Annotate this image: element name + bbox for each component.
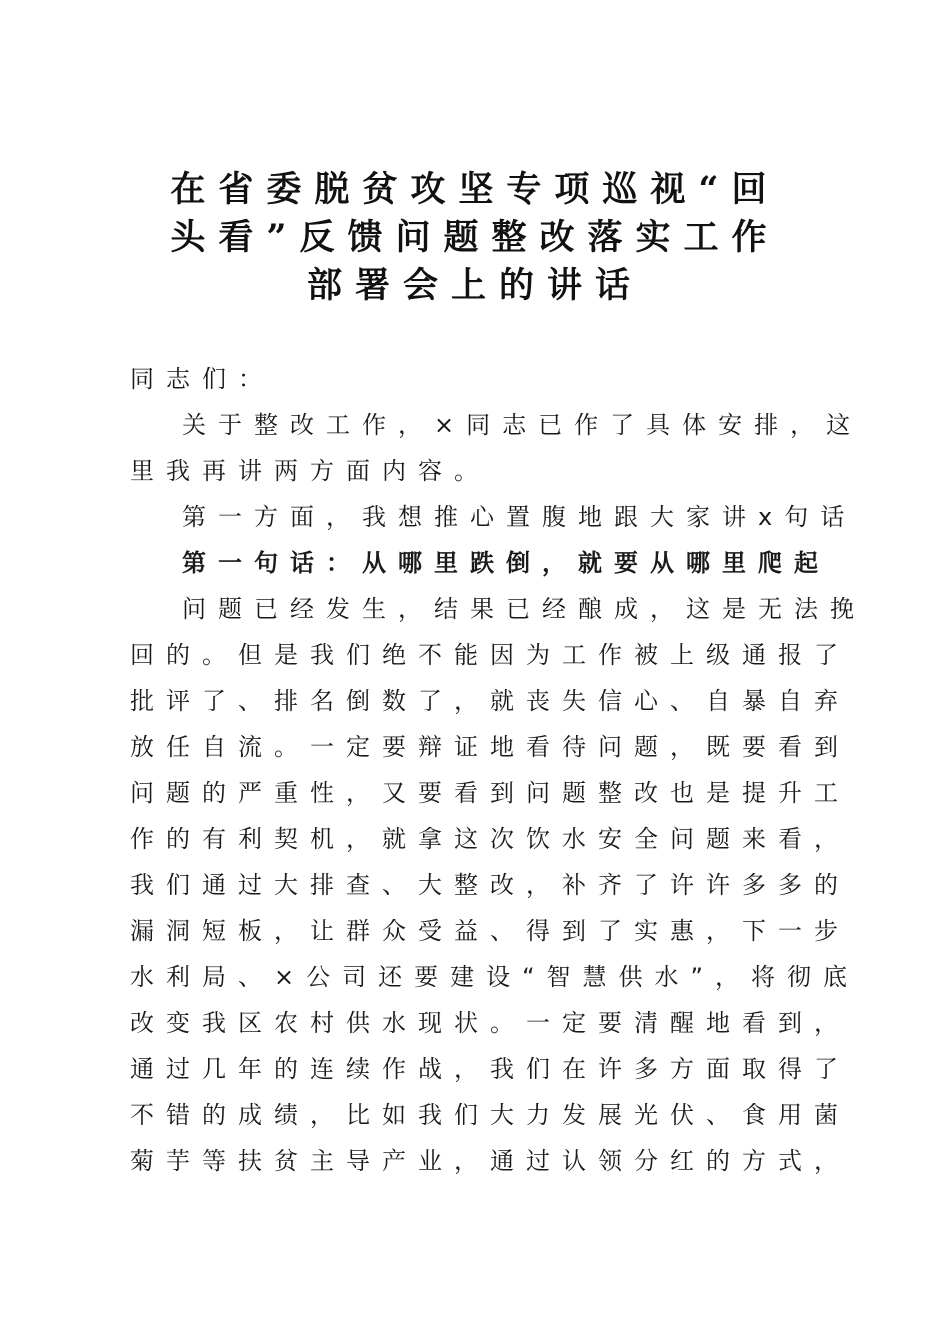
paragraph-3-line-3: 批评了、排名倒数了，就丧失信心、自暴自弃	[130, 687, 850, 715]
paragraph-3-line-9: 水利局、×公司还要建设“智慧供水”，将彻底	[130, 963, 859, 991]
paragraph-3-line-8: 漏洞短板，让群众受益、得到了实惠，下一步	[130, 917, 850, 945]
paragraph-3-line-12: 不错的成绩，比如我们大力发展光伏、食用菌	[130, 1101, 850, 1129]
paragraph-3-line-2: 回的。但是我们绝不能因为工作被上级通报了	[130, 641, 850, 669]
paragraph-3-line-11: 通过几年的连续作战，我们在许多方面取得了	[130, 1055, 850, 1083]
title-line-2: 头看”反馈问题整改落实工作	[170, 217, 780, 258]
paragraph-1-line-1: 关于整改工作，×同志已作了具体安排，这	[182, 411, 863, 439]
paragraph-3-line-5: 问题的严重性，又要看到问题整改也是提升工	[130, 779, 850, 807]
paragraph-3-line-1: 问题已经发生，结果已经酿成，这是无法挽	[182, 595, 866, 623]
paragraph-1-line-2: 里我再讲两方面内容。	[130, 457, 490, 485]
title-line-3: 部署会上的讲话	[306, 265, 643, 306]
paragraph-3-line-10: 改变我区农村供水现状。一定要清醒地看到，	[130, 1009, 850, 1037]
speech-body	[130, 356, 866, 1184]
paragraph-3-line-7: 我们通过大排查、大整改，补齐了许许多多的	[130, 871, 850, 899]
speech-title	[120, 166, 830, 310]
paragraph-3-line-13: 菊芋等扶贫主导产业，通过认领分红的方式，	[130, 1147, 850, 1175]
section-heading-1: 第一句话：从哪里跌倒，就要从哪里爬起	[182, 549, 830, 577]
title-line-1: 在省委脱贫攻坚专项巡视“回	[170, 169, 780, 210]
paragraph-3-line-6: 作的有利契机，就拿这次饮水安全问题来看，	[130, 825, 850, 853]
salutation: 同志们：	[130, 365, 274, 393]
paragraph-2: 第一方面，我想推心置腹地跟大家讲x句话	[182, 503, 857, 531]
paragraph-3-line-4: 放任自流。一定要辩证地看待问题，既要看到	[130, 733, 850, 761]
